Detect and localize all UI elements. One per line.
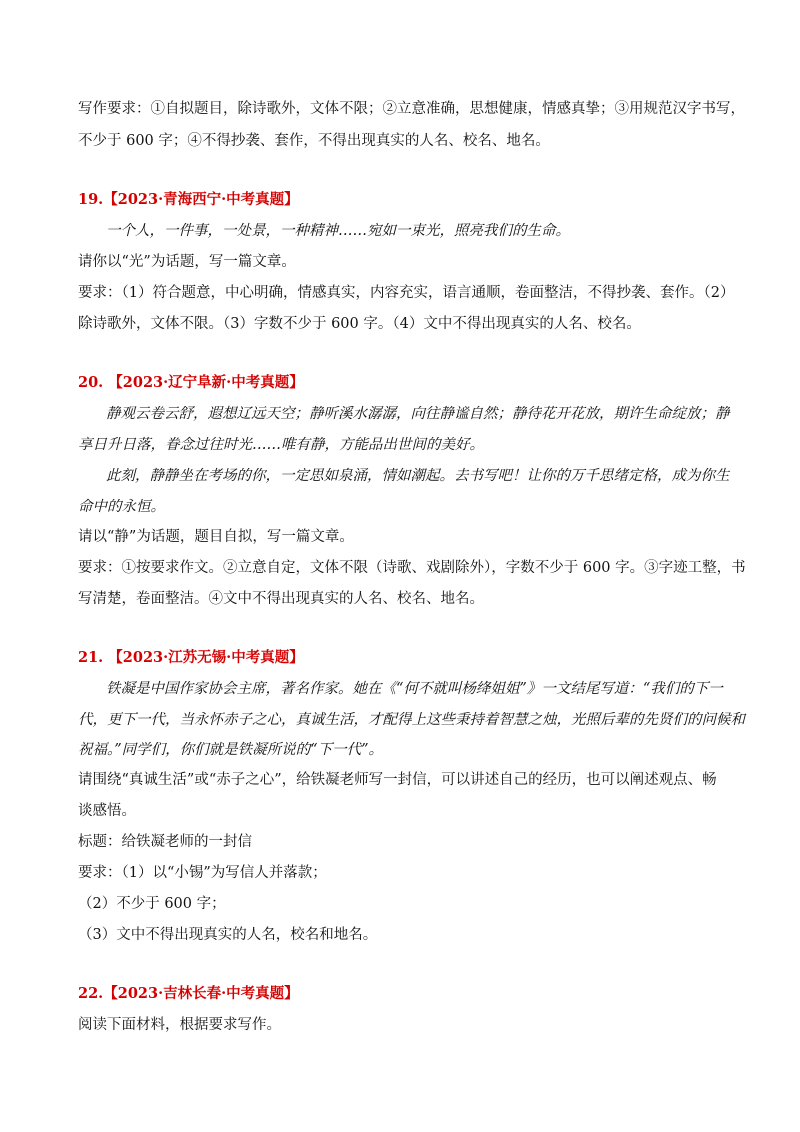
question-19-heading: 19.【2023·青海西宁·中考真题】 xyxy=(78,191,299,208)
question-21-heading: 21. 【2023·江苏无锡·中考真题】 xyxy=(78,649,304,666)
question-20-requirement-2: 写清楚，卷面整洁。④文中不得出现真实的人名、校名、地名。 xyxy=(78,591,484,607)
question-19-material: 一个人，一件事，一处景，一种精神……宛如一束光，照亮我们的生命。 xyxy=(106,223,570,239)
prev-requirement-line-1: 写作要求：①自拟题目，除诗歌外，文体不限；②立意准确，思想健康，情感真挚；③用规范汉字书写， xyxy=(78,101,745,117)
question-19-requirement-1: 要求：（1）符合题意，中心明确，情感真实，内容充实，语言通顺，卷面整洁，不得抄袭、套作。（2） xyxy=(78,285,735,301)
question-21-prompt-1: 请围绕“真诚生活”或“赤子之心”，给铁凝老师写一封信，可以讲述自己的经历，也可以阐述观点、畅 xyxy=(78,772,717,788)
question-21-material-3: 祝福。”同学们，你们就是铁凝所说的“下一代”。 xyxy=(78,742,383,758)
question-21-requirement-1: 要求：（1）以“小锡”为写信人并落款； xyxy=(78,865,327,881)
question-20-prompt: 请以“静”为话题，题目自拟，写一篇文章。 xyxy=(78,529,354,545)
question-21-material-2: 代，更下一代，当永怀赤子之心，真诚生活，才配得上这些秉持着智慧之烛，光照后辈的先贤们的问候和 xyxy=(78,712,745,728)
question-21-requirement-3: （3）文中不得出现真实的人名，校名和地名。 xyxy=(78,927,378,943)
question-19-requirement-2: 除诗歌外，文体不限。（3）字数不少于 600 字。（4）文中不得出现真实的人名、校名。 xyxy=(78,316,641,332)
question-21-requirement-2: （2）不少于 600 字； xyxy=(78,896,226,912)
question-20-heading: 20. 【2023·辽宁阜新·中考真题】 xyxy=(78,374,304,391)
question-22-prompt: 阅读下面材料，根据要求写作。 xyxy=(78,1017,281,1033)
question-22-heading: 22.【2023·吉林长春·中考真题】 xyxy=(78,985,299,1002)
question-20-material-4: 命中的永恒。 xyxy=(78,499,165,515)
question-21-prompt-2: 谈感悟。 xyxy=(78,803,136,819)
question-21-material-1: 铁凝是中国作家协会主席，著名作家。她在《“何不就叫杨绛姐姐”》一文结尾写道：“我们的下一 xyxy=(106,681,723,697)
question-20-requirement-1: 要求：①按要求作文。②立意自定，文体不限（诗歌、戏剧除外），字数不少于 600 字。③字迹工整，书 xyxy=(78,560,746,576)
question-20-material-1: 静观云卷云舒，遐想辽远天空；静听溪水潺潺，向往静谧自然；静待花开花放，期许生命绽放；静 xyxy=(106,406,730,422)
prev-requirement-line-2: 不少于 600 字；④不得抄袭、套作，不得出现真实的人名、校名、地名。 xyxy=(78,133,550,149)
question-21-title: 标题：给铁凝老师的一封信 xyxy=(78,834,252,850)
question-20-material-2: 享日升日落，眷念过往时光……唯有静，方能品出世间的美好。 xyxy=(78,437,484,453)
question-19-prompt: 请你以“光”为话题，写一篇文章。 xyxy=(78,254,296,270)
question-20-material-3: 此刻，静静坐在考场的你，一定思如泉涌，情如潮起。去书写吧！让你的万千思绪定格，成为你生 xyxy=(106,468,730,484)
